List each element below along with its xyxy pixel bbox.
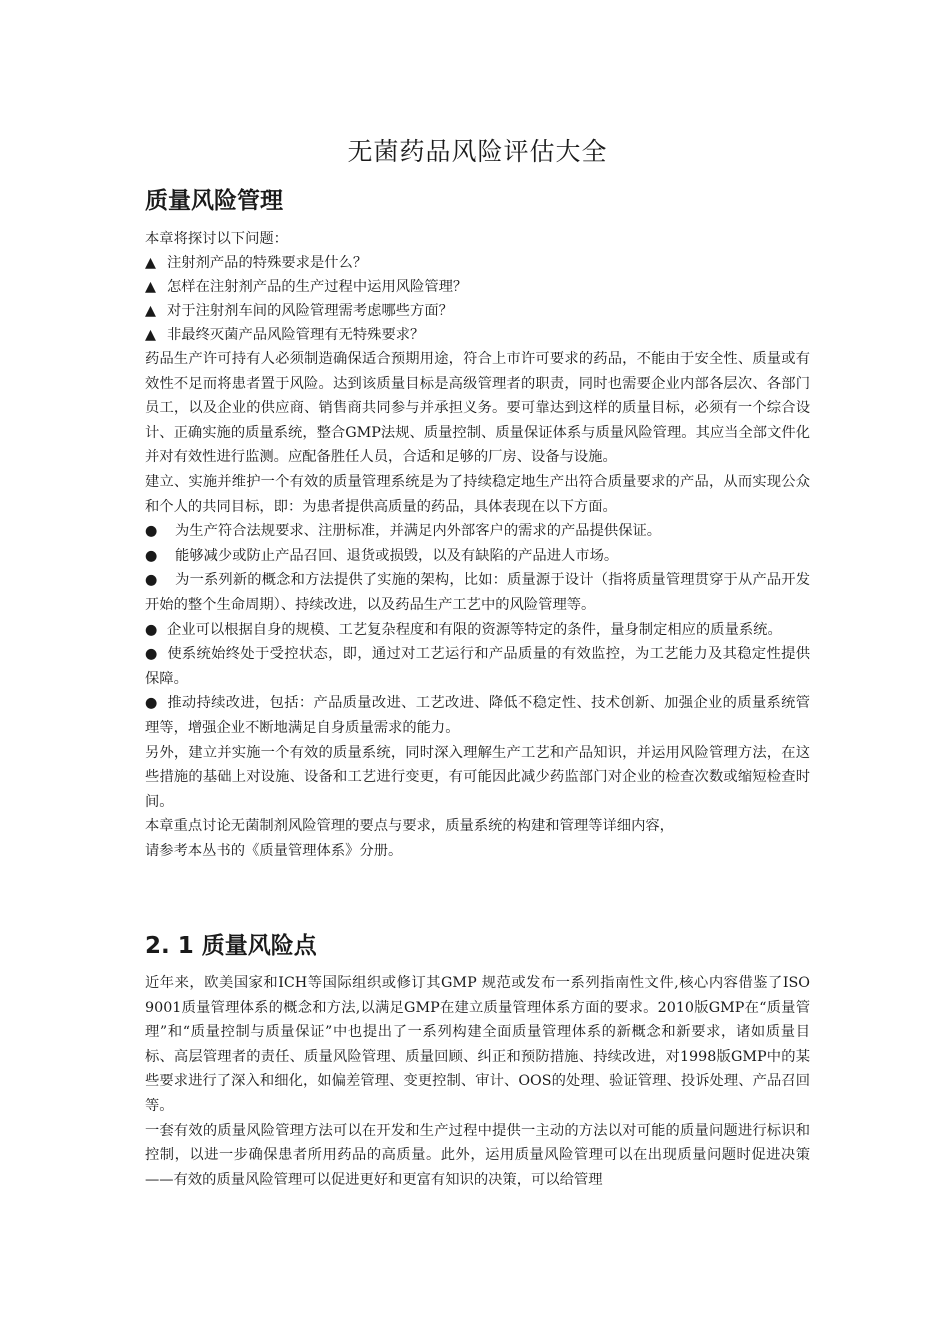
bullet-item: ● 能够减少或防止产品召回、退货或损毁，以及有缺陷的产品进人市场。 — [145, 544, 810, 569]
section-body — [145, 227, 810, 863]
bullet-item: ● 为生产符合法规要求、注册标准，并满足内外部客户的需求的产品提供保证。 — [145, 519, 810, 544]
paragraph-risk-method: 一套有效的质量风险管理方法可以在开发和生产过程中提供一主动的方法以对可能的质量问题进行标识和控制，以进一步确保患者所用药品的高质量。此外，运用质量风险管理可以在出现质量问题时促进决策——有效的质量风险管理可以促进更好和更富有知识的决策，可以给管理 — [145, 1122, 810, 1188]
bullet-item: ● 使系统始终处于受控状态，即，通过对工艺运行和产品质量的有效监控，为工艺能力及其稳定性提供保障。 — [145, 642, 810, 691]
triangle-marker-icon: ▲ — [145, 303, 156, 319]
intro-line: 本章将探讨以下问题： — [145, 231, 288, 247]
bullet-marker-icon: ● — [145, 523, 158, 540]
document-title: 无菌药品风险评估大全 — [347, 137, 608, 166]
bullet-marker-icon: ● — [145, 695, 158, 712]
bullet-item: ● 推动持续改进，包括：产品质量改进、工艺改进、降低不稳定性、技术创新、加强企业的质量系统管理等，增强企业不断地满足自身质量需求的能力。 — [145, 691, 810, 740]
paragraph-qms-goal: 建立、实施并维护一个有效的质量管理系统是为了持续稳定地生产出符合质量要求的产品，从而实现公众和个人的共同目标，即：为患者提供高质量的药品，具体表现在以下方面。 — [145, 473, 810, 515]
paragraph-recent-years: 近年来，欧美国家和ICH等国际组织或修订其GMP 规范或发布一系列指南性文件,核心内容借鉴了ISO 9001质量管理体系的概念和方法,以满足GMP在建立质量管理体系方面的要求。2010版GMP在“质量管理”和“质量控制与质量保证”中也提出了一系列构建全面质量管理体系的新概念和新要求，诸如质量目标、高层管理者的责任、质量风险管理、质量回顾、纠正和预防措施、持续改进，对1998版GMP中的某些要求进行了深入和细化，如偏差管理、变更控制、审计、OOS的处理、验证管理、投诉处理、产品召回等。 — [145, 975, 810, 1114]
bullet-marker-icon: ● — [145, 572, 158, 589]
question-item: ▲ 注射剂产品的特殊要求是什么？ — [145, 251, 810, 275]
paragraph-quality-system: 药品生产许可持有人必须制造确保适合预期用途，符合上市许可要求的药品，不能由于安全性、质量或有效性不足而将患者置于风险。达到该质量目标是高级管理者的职责，同时也需要企业内部各层次、各部门员工，以及企业的供应商、销售商共同参与并承担义务。要可靠达到这样的质量目标，必须有一个综合设计、正确实施的质量系统，整合GMP法规、质量控制、质量保证体系与质量风险管理。其应当全部文件化并对有效性进行监测。应配备胜任人员，合适和足够的厂房、设备与设施。 — [145, 351, 810, 466]
section-heading: 质量风险管理 — [145, 188, 283, 214]
bullet-marker-icon: ● — [145, 547, 158, 564]
bullet-item: ● 为一系列新的概念和方法提供了实施的架构，比如：质量源于设计（指将质量管理贯穿于从产品开发开始的整个生命周期）、持续改进，以及药品生产工艺中的风险管理等。 — [145, 568, 810, 617]
paragraph-chapter-focus: 本章重点讨论无菌制剂风险管理的要点与要求，质量系统的构建和管理等详细内容， 请参考本丛书的《质量管理体系》分册。 — [145, 818, 674, 859]
bullet-marker-icon: ● — [145, 621, 158, 638]
question-item: ▲ 怎样在注射剂产品的生产过程中运用风险管理？ — [145, 275, 810, 299]
paragraph-additional: 另外，建立并实施一个有效的质量系统，同时深入理解生产工艺和产品知识，并运用风险管理方法，在这些措施的基础上对设施、设备和工艺进行变更，有可能因此减少药监部门对企业的检查次数或缩短检查时间。 — [145, 744, 810, 810]
subsection-heading: 2. 1 质量风险点 — [145, 933, 317, 959]
subsection-body — [145, 971, 810, 1192]
bullet-marker-icon: ● — [145, 646, 158, 663]
triangle-marker-icon: ▲ — [145, 327, 156, 343]
triangle-marker-icon: ▲ — [145, 279, 156, 295]
bullet-item: ● 企业可以根据自身的规模、工艺复杂程度和有限的资源等特定的条件，量身制定相应的质量系统。 — [145, 618, 810, 643]
question-item: ▲ 对于注射剂车间的风险管理需考虑哪些方面？ — [145, 299, 810, 323]
triangle-marker-icon: ▲ — [145, 255, 156, 271]
question-item: ▲ 非最终灭菌产品风险管理有无特殊要求？ — [145, 323, 810, 347]
question-list — [145, 251, 810, 347]
